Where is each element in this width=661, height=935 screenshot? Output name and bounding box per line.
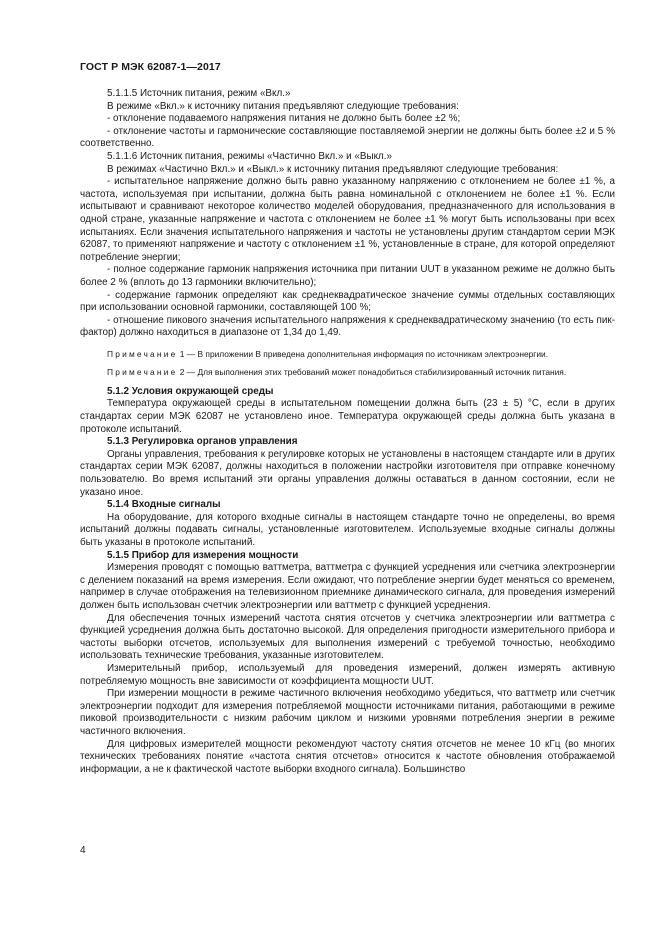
clause-5-1-1-6-intro: В режимах «Частично Вкл.» и «Выкл.» к источнику питания предъявляют следующие требования: xyxy=(107,163,559,175)
note-label: Примечание xyxy=(107,366,178,377)
clause-5-1-1-5-title: 5.1.1.5 Источник питания, режим «Вкл.» xyxy=(107,88,291,99)
paragraph: Измерения проводят с помощью ваттметра, ваттметра с функцией усреднения или счетчика электроэнергии с делением показаний на время измерения. Если ожидают, что потребление энергии будет меняться со временем, например в случае отображения на телевизионном приемнике динамического сигнала, для проведения измерений должен быть использован счетчик электроэнергии или ваттметр с функцией усреднения. xyxy=(80,562,615,611)
clause-5-1-1-6-title: 5.1.1.6 Источник питания, режимы «Частично Вкл.» и «Выкл.» xyxy=(107,150,393,162)
note-1 xyxy=(80,349,615,360)
paragraph: При измерении мощности в режиме частичного включения необходимо убедиться, что ваттметр или счетчик электроэнергии подходит для измерения потребляемой мощности источниками питания, работающими в режиме пиковой производительности с низким рабочим циклом и низкими уровнями потребления энергии в режиме частичного включения. xyxy=(80,688,615,737)
note-2 xyxy=(80,367,615,378)
list-item: - содержание гармоник определяют как среднеквадратическое значение суммы отдельных составляющих при использовании основной гармоники, составляющей 100 %; xyxy=(80,289,615,314)
paragraph: Для цифровых измерителей мощности рекомендуют частоту снятия отсчетов не менее 10 кГц (во многих технических требованиях понятие «частота снятия отсчетов» относится к частоте обновления отображаемой информации, а не к фактической частоте выборки входного сигнала). Большинство xyxy=(80,738,615,775)
paragraph: Для обеспечения точных измерений частота снятия отсчетов у счетчика электроэнергии или ваттметра с функцией усреднения должна быть достаточно высокой. Для определения пригодности измерительного прибора и частоты выборки отсчетов, используемых для выполнения измерений с требуемой точностью, необходимо использовать технические требования, указанные изготовителем. xyxy=(80,612,615,662)
note-text: 2 — Для выполнения этих требований может понадобиться стабилизированный источник питания. xyxy=(177,366,567,377)
paragraph: Органы управления, требования к регулировке которых не установлены в настоящем стандарте или в других стандартах серии МЭК 62087, должны находиться в положении настройки изготовителя при отправке конечному пользователю. Во время испытаний эти органы управления должны оставаться в данном состоянии, если не указано иное. xyxy=(80,448,615,498)
page-number: 4 xyxy=(80,845,86,856)
document-body xyxy=(80,88,615,776)
paragraph: На оборудование, для которого входные сигналы в настоящем стандарте точно не определены, во время испытаний должны подавать сигналы, установленные изготовителем. Используемые входные сигналы должны быть указаны в протоколе испытаний. xyxy=(80,511,615,548)
document-header: ГОСТ Р МЭК 62087-1—2017 xyxy=(80,61,221,73)
list-item: - отношение пикового значения испытательного напряжения к среднеквадратическому значению (то есть пик-фактор) должно находиться в диапазоне от 1,34 до 1,49. xyxy=(80,314,615,339)
section-heading-5-1-4: 5.1.4 Входные сигналы xyxy=(107,499,221,511)
paragraph: Температура окружающей среды в испытательном помещении должна быть (23 ± 5) °С, если в других стандартах серии МЭК 62087 не установлено иное. Температура окружающей среды должна быть указана в протоколе испытаний. xyxy=(80,398,615,435)
list-item: - испытательное напряжение должно быть равно указанному напряжению с отклонением не более ±1 %, а частота, используемая при испытании, должна быть равна номинальной с отклонением не более ±1 %. Если испытывают и сравнивают некоторое количество моделей оборудования, предназначенного для использования в одной стране, указанные напряжение и частота с отклонением не более ±1 % могут быть использованы при всех испытаниях. Если значения испытательного напряжения и частоты не установлены другим стандартом серии МЭК 62087, то применяют напряжение и частоту с отклонением ±1 %, установленные в стране, для которой определяют потребление энергии; xyxy=(80,176,615,263)
clause-5-1-1-5-intro: В режиме «Вкл.» к источнику питания предъявляют следующие требования: xyxy=(107,100,459,112)
list-item: - отклонение подаваемого напряжения питания не должно быть более ±2 %; xyxy=(107,113,461,125)
list-item: - отклонение частоты и гармонические составляющие поставляемой энергии не должны быть более ±2 и 5 % соответственно. xyxy=(80,125,615,150)
paragraph: Измерительный прибор, используемый для проведения измерений, должен измерять активную потребляемую мощность вне зависимости от коэффициента мощности UUT. xyxy=(80,662,615,687)
section-heading-5-1-5: 5.1.5 Прибор для измерения мощности xyxy=(107,549,299,561)
note-label: Примечание xyxy=(107,348,178,359)
section-heading-5-1-3: 5.1.3 Регулировка органов управления xyxy=(107,436,298,448)
section-heading-5-1-2: 5.1.2 Условия окружающей среды xyxy=(107,385,274,397)
list-item: - полное содержание гармоник напряжения источника при питании UUT в указанном режиме не должно быть более 2 % (вплоть до 13 гармоники включительно); xyxy=(80,264,615,288)
note-text: 1 — В приложении В приведена дополнительная информация по источникам электроэнергии. xyxy=(177,348,549,359)
